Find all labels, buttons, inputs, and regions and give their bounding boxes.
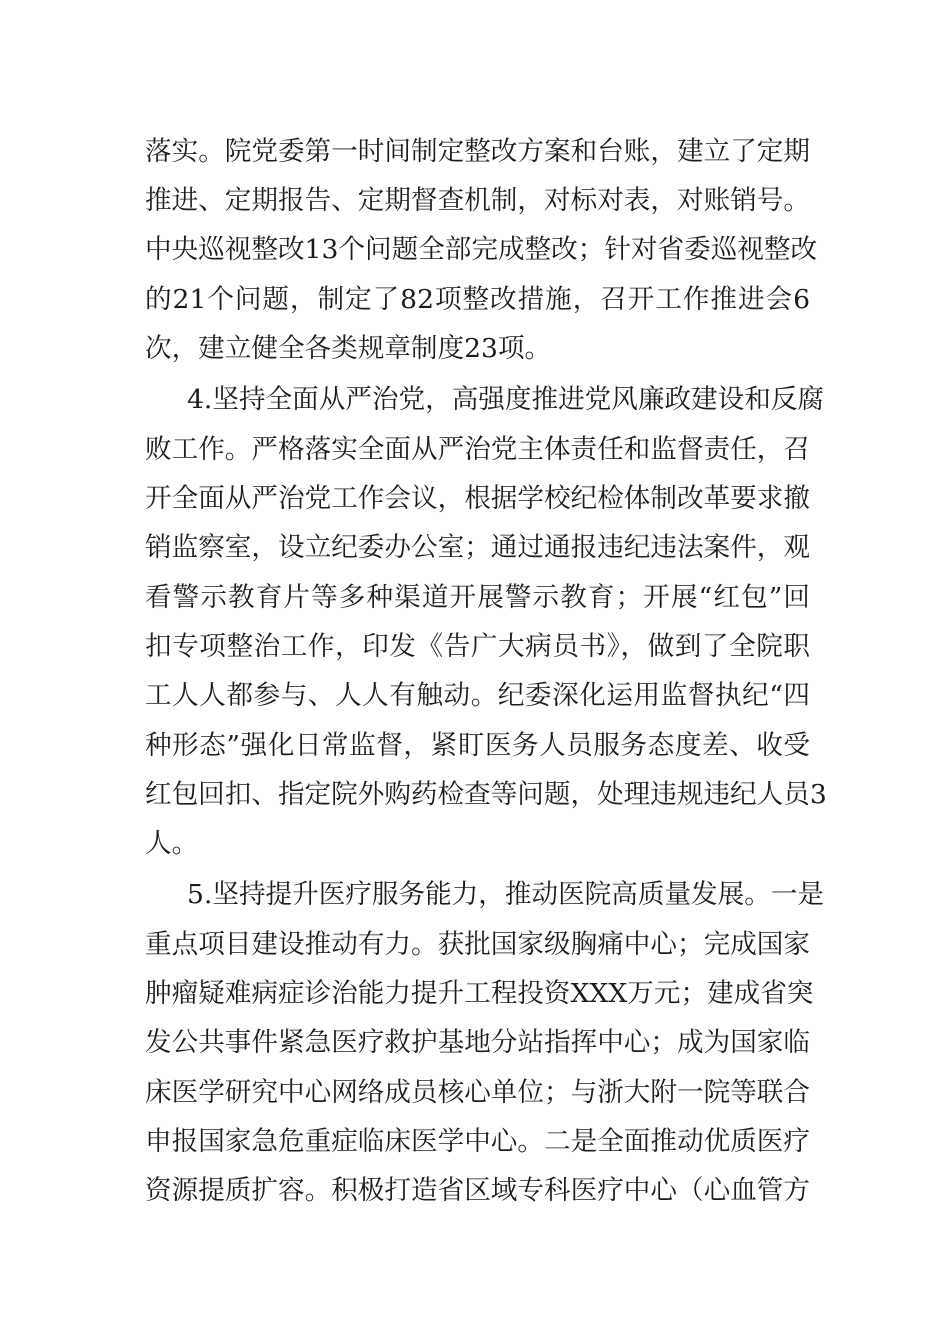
body-text-line: 的21个问题，制定了82项整改措施，召开工作推进会6 [145, 284, 810, 315]
body-text-line: 发公共事件紧急医疗救护基地分站指挥中心；成为国家临 [145, 1027, 810, 1058]
body-text-line: 重点项目建设推动有力。获批国家级胸痛中心；完成国家 [145, 929, 810, 960]
body-text-line: 申报国家急危重症临床医学中心。二是全面推动优质医疗 [145, 1126, 810, 1157]
body-text-line: 床医学研究中心网络成员核心单位；与浙大附一院等联合 [145, 1077, 810, 1108]
body-text-line: 看警示教育片等多种渠道开展警示教育；开展“红包”回 [145, 582, 810, 613]
body-text-line: 落实。院党委第一时间制定整改方案和台账，建立了定期 [145, 136, 810, 167]
body-text-line: 种形态”强化日常监督，紧盯医务人员服务态度差、收受 [145, 730, 810, 761]
body-text-line: 中央巡视整改13个问题全部完成整改；针对省委巡视整改 [145, 234, 818, 265]
body-text-line: 败工作。严格落实全面从严治党主体责任和监督责任，召 [145, 434, 810, 465]
section-heading-line: 4.坚持全面从严治党，高强度推进党风廉政建设和反腐 [187, 384, 825, 415]
body-text-line: 销监察室，设立纪委办公室；通过通报违纪违法案件，观 [145, 532, 810, 563]
body-text-line: 开全面从严治党工作会议，根据学校纪检体制改革要求撤 [145, 483, 810, 514]
body-text-line: 人。 [145, 828, 199, 859]
body-text-line: 工人人都参与、人人有触动。纪委深化运用监督执纪“四 [145, 680, 810, 711]
body-text-line: 次，建立健全各类规章制度23项。 [145, 333, 552, 364]
body-text-line: 资源提质扩容。积极打造省区域专科医疗中心（心血管方 [145, 1175, 810, 1206]
body-text-line: 扣专项整治工作，印发《告广大病员书》，做到了全院职 [145, 631, 810, 662]
body-text-line: 红包回扣、指定院外购药检查等问题，处理违规违纪人员3 [145, 779, 827, 810]
body-text-line: 推进、定期报告、定期督查机制，对标对表，对账销号。 [145, 185, 810, 216]
section-heading-line: 5.坚持提升医疗服务能力，推动医院高质量发展。一是 [187, 879, 825, 910]
body-text-line: 肿瘤疑难病症诊治能力提升工程投资XXX万元；建成省突 [145, 978, 814, 1009]
